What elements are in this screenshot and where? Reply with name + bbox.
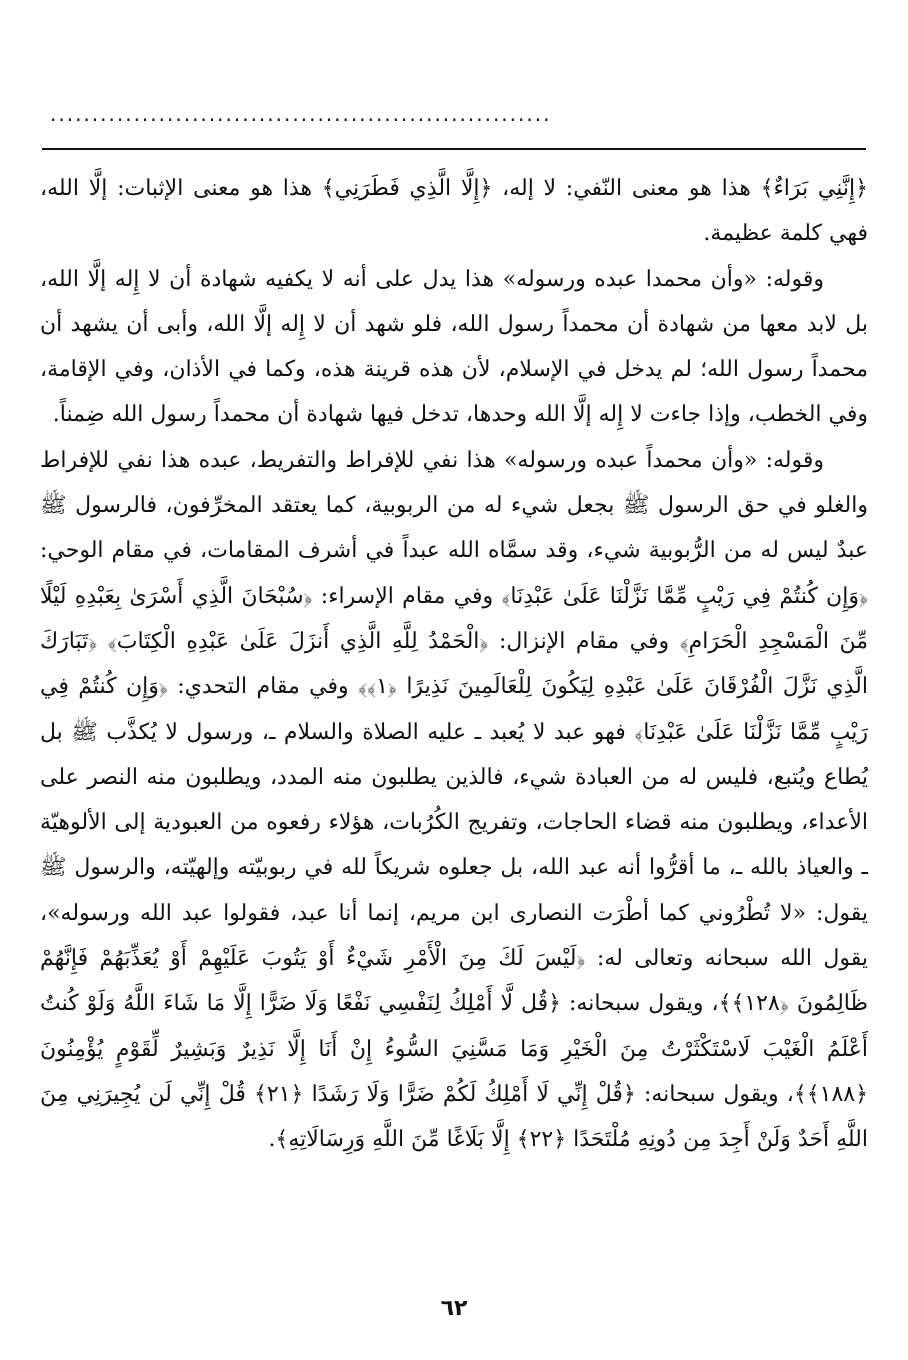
paragraph-1: ﴿إِنَّنِي بَرَاءٌ﴾ هذا هو معنى النّفي: لا إله، ﴿إِلَّا الَّذِي فَطَرَنِي﴾ هذا هو معنى الإثبات: إلَّا الله، فهي كلمة عظيمة. — [40, 176, 868, 247]
dotted-separator: ............................................................ — [50, 104, 552, 124]
paragraph-2: وقوله: «وأن محمدا عبده ورسوله» هذا يدل على أنه لا يكفيه شهادة أن لا إِله إلَّا الله، بل لابد معها من شهادة أن محمداً رسول الله، فلو شهد أن لا إِله إلَّا الله، وأبى أن يشهد أن محمداً رسول الله؛ لم يدخل في الإسلام، لأن هذه قرينة هذه، وكما في الأذان، وفي الإقامة، وفي الخطب، وإذا جاءت لا إِله إلَّا الله وحدها، تدخل فيها شهادة أن محمداً رسول الله ضِمناً. — [40, 266, 868, 428]
header-rule — [42, 148, 866, 150]
page-number: ٦٢ — [440, 1296, 468, 1321]
body-text — [40, 166, 868, 1163]
paragraph-3: وقوله: «وأن محمداً عبده ورسوله» هذا نفي للإفراط والتفريط، عبده هذا نفي للإفراط والغلو في حق الرسول ﷺ بجعل شيء له من الربوبية، كما يعتقد المخرِّفون، فالرسول ﷺ عبدٌ ليس له من الرُّبوبية شيء، وقد سمَّاه الله عبداً في أشرف المقامات، في مقام الوحي: ﴿وَإِن كُنتُمْ فِي رَيْبٍ مِّمَّا نَزَّلْنَا عَلَىٰ عَبْدِنَا﴾ وفي مقام الإسراء: ﴿سُبْحَانَ الَّذِي أَسْرَىٰ بِعَبْدِهِ لَيْلًا مِّنَ الْمَسْجِدِ الْحَرَامِ﴾ وفي مقام الإنزال: ﴿الْحَمْدُ لِلَّهِ الَّذِي أَنزَلَ عَلَىٰ عَبْدِهِ الْكِتَابَ﴾ ﴿تَبَارَكَ الَّذِي نَزَّلَ الْفُرْقَانَ عَلَىٰ عَبْدِهِ لِيَكُونَ لِلْعَالَمِينَ نَذِيرًا ﴿١﴾﴾ وفي مقام التحدي: ﴿وَإِن كُنتُمْ فِي رَيْبٍ مِّمَّا نَزَّلْنَا عَلَىٰ عَبْدِنَا﴾ فهو عبد لا يُعبد ـ عليه الصلاة والسلام ـ، ورسول لا يُكذَّب ﷺ بل يُطاع ويُتبع، فليس له من العبادة شيء، فالذين يطلبون منه المدد، ويطلبون منه النصر على الأعداء، ويطلبون منه قضاء الحاجات، وتفريج الكُرُبات، هؤلاء رفعوه من العبودية إلى الألوهيّة ـ والعياذ بالله ـ، ما أقرُّوا أنه عبد الله، بل جعلوه شريكاً لله في ربوبيّته وإلهيّته، والرسول ﷺ يقول: «لا تُطْرُوني كما أطْرَت النصارى ابن مريم، إنما أنا عبد، فقولوا عبد الله ورسوله»، يقول الله سبحانه وتعالى له: ﴿لَيْسَ لَكَ مِنَ الْأَمْرِ شَيْءٌ أَوْ يَتُوبَ عَلَيْهِمْ أَوْ يُعَذِّبَهُمْ فَإِنَّهُمْ ظَالِمُونَ ﴿١٢٨﴾﴾، ويقول سبحانه: ﴿قُل لَّا أَمْلِكُ لِنَفْسِي نَفْعًا وَلَا ضَرًّا إِلَّا مَا شَاءَ اللَّهُ وَلَوْ كُنتُ أَعْلَمُ الْغَيْبَ لَاسْتَكْثَرْتُ مِنَ الْخَيْرِ وَمَا مَسَّنِيَ السُّوءُ إِنْ أَنَا إِلَّا نَذِيرٌ وَبَشِيرٌ لِّقَوْمٍ يُؤْمِنُونَ ﴿١٨٨﴾﴾، ويقول سبحانه: ﴿قُلْ إِنِّي لَا أَمْلِكُ لَكُمْ ضَرًّا وَلَا رَشَدًا ﴿٢١﴾ قُلْ إِنِّي لَن يُجِيرَنِي مِنَ اللَّهِ أَحَدٌ وَلَنْ أَجِدَ مِن دُونِهِ مُلْتَحَدًا ﴿٢٢﴾ إِلَّا بَلَاغًا مِّنَ اللَّهِ وَرِسَالَاتِهِ﴾. — [40, 447, 868, 1153]
